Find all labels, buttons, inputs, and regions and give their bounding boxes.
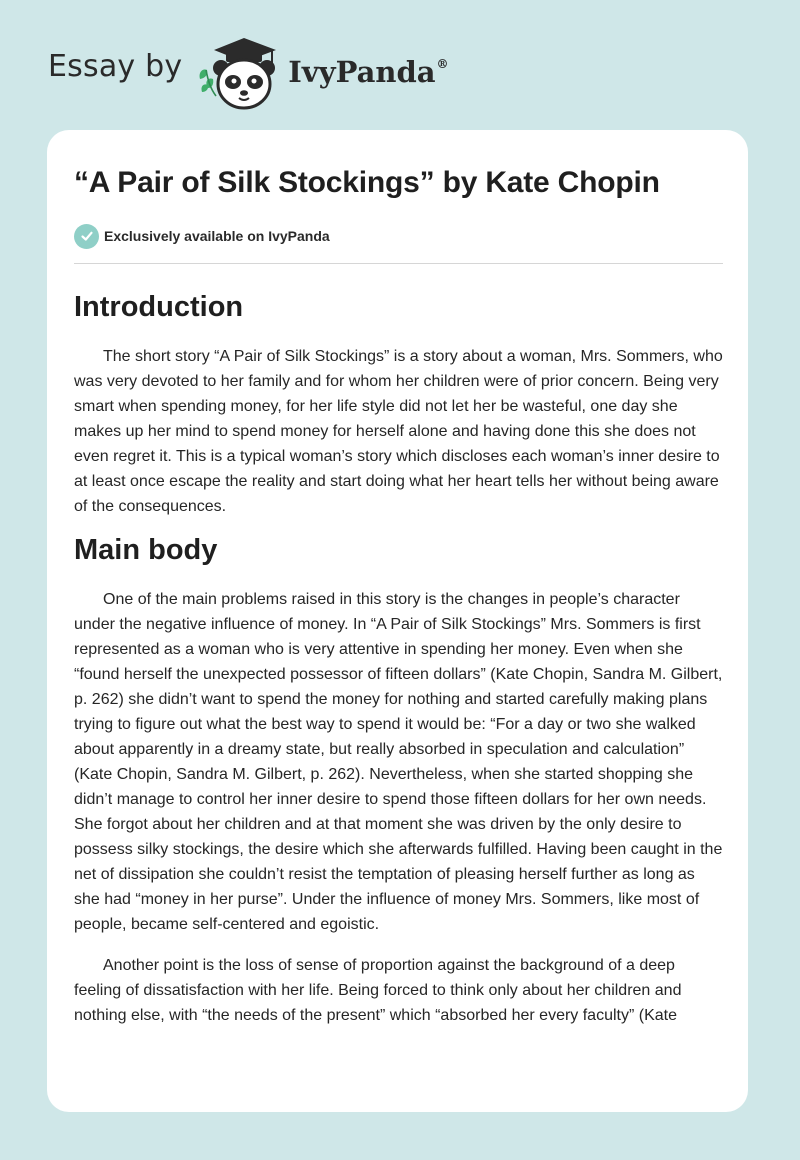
exclusive-badge [74,223,723,249]
divider [74,263,723,264]
main-body-paragraph-1: One of the main problems raised in this story is the changes in people’s character under the negative influence of money. In “A Pair of Silk Stockings” Mrs. Sommers is first represented as a woman who is very attentive in spending her money. Even when she “found herself the unexpected possessor of fifteen dollars” (Kate Chopin, Sandra M. Gilbert, p. 262) she didn’t want to spend the money for nothing and started carefully making plans trying to figure out what the best way to spend it would be: “For a day or two she walked about apparently in a dreamy state, but really absorbed in speculation and calculation” (Kate Chopin, Sandra M. Gilbert, p. 262). Nevertheless, when she started shopping she didn’t manage to control her inner desire to spend those fifteen dollars for her own needs. She forgot about her children and at that moment she was driven by the only desire to possess silky stockings, the desire which she afterwards fulfilled. Having been caught in the net of dissipation she couldn’t resist the temptation of pleasing herself further as long as she had “money in her purse”. Under the influence of money Mrs. Sommers, like most of people, became self-centered and egoistic. [74,591,723,933]
main-body-paragraph-2: Another point is the loss of sense of proportion against the background of a deep feeling of dissatisfaction with her life. Being forced to think only about her children and nothing else, with “the needs of the present” which “absorbed her every faculty” (Kate [74,957,682,1024]
section-heading-main-body: Main body [74,534,218,566]
essay-content [74,163,723,1028]
brand-name: IvyPanda® [288,55,449,89]
brand-header[interactable] [48,32,449,112]
section-heading-introduction: Introduction [74,291,244,323]
check-circle-icon [74,224,99,249]
ivy-leaf-icon [200,69,216,96]
brand-prefix: Essay by [48,48,183,84]
intro-paragraph: The short story “A Pair of Silk Stockings” is a story about a woman, Mrs. Sommers, who was very devoted to her family and for whom her children were of prior concern. Being very smart when spending money, for her life style did not let her be wasteful, one day she makes up her mind to spend money for herself alone and having done this she does not even regret it. This is a typical woman’s story which discloses each woman’s inner desire to at least once escape the reality and start doing what her heart tells her without being aware of the consequences. [74,348,723,515]
panda-logo-icon [194,32,286,112]
page-title: “A Pair of Silk Stockings” by Kate Chopin [74,166,660,199]
essay-card [47,130,748,1112]
exclusive-label: Exclusively available on IvyPanda [104,228,330,244]
